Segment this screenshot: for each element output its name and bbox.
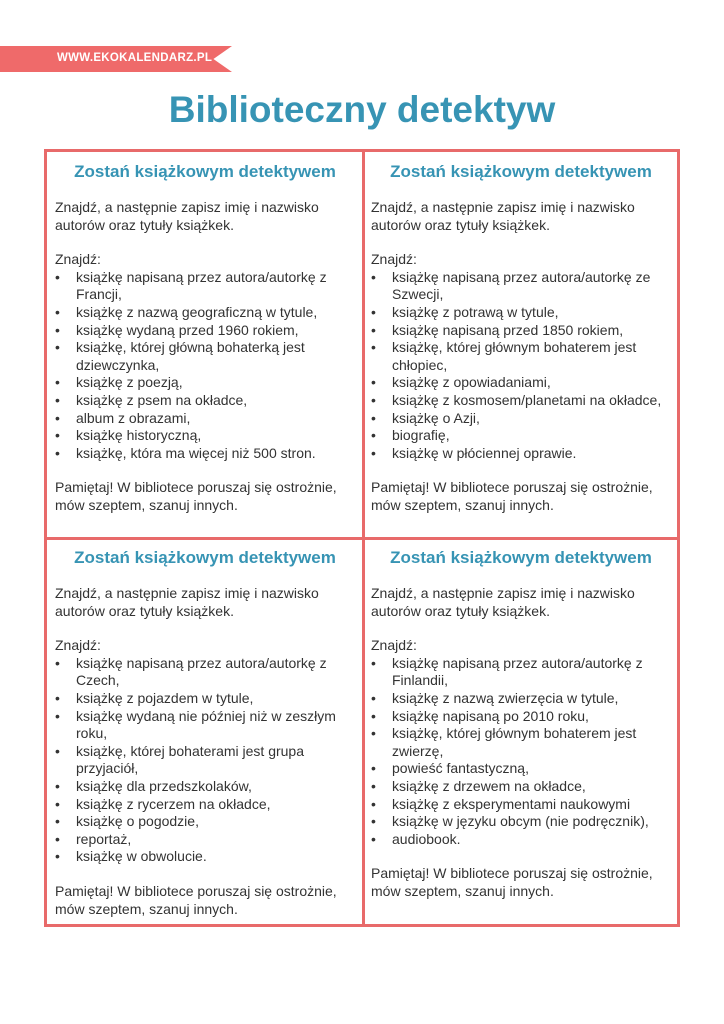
detective-card-4 <box>371 547 671 901</box>
list-item: • książkę z kosmosem/planetami na okładce, <box>371 391 662 408</box>
list-item: • książkę z rycerzem na okładce, <box>55 795 271 812</box>
detective-card-2 <box>371 161 671 515</box>
list-item: • książkę wydaną przed 1960 rokiem, <box>55 321 299 338</box>
list-item: • książkę napisaną po 2010 roku, <box>371 707 589 724</box>
list-item: • książkę dla przedszkolaków, <box>55 777 252 794</box>
list-item: • książkę, której główną bohaterką jest dziewczynka, <box>55 339 305 373</box>
list-item: • książkę napisaną przed 1850 rokiem, <box>371 321 624 338</box>
remember-note: Pamiętaj! W bibliotece poruszaj się ostrożnie, mów szeptem, szanuj innych. <box>371 479 653 513</box>
list-item: • książkę z poezją, <box>55 374 183 391</box>
list-item: • album z obrazami, <box>55 409 191 426</box>
find-list <box>371 655 671 849</box>
list-item: • książkę z eksperymentami naukowymi <box>371 795 631 812</box>
list-item: • książkę z psem na okładce, <box>55 391 248 408</box>
page-title: Biblioteczny detektyw <box>168 89 556 130</box>
list-item: • biografię, <box>371 427 450 444</box>
list-item: • książkę w płóciennej oprawie. <box>371 444 577 461</box>
find-list <box>55 655 355 866</box>
find-label: Znajdź: <box>55 251 101 268</box>
remember-note: Pamiętaj! W bibliotece poruszaj się ostrożnie, mów szeptem, szanuj innych. <box>371 865 653 899</box>
list-item: • książkę w języku obcym (nie podręcznik), <box>371 813 649 830</box>
remember-note: Pamiętaj! W bibliotece poruszaj się ostrożnie, mów szeptem, szanuj innych. <box>55 479 337 513</box>
list-item: • książkę, której głównym bohaterem jest zwierzę, <box>371 725 637 759</box>
list-item: • książkę z opowiadaniami, <box>371 374 551 391</box>
list-item: • powieść fantastyczną, <box>371 760 529 777</box>
list-item: • książkę o Azji, <box>371 409 480 426</box>
list-item: • książkę z pojazdem w tytule, <box>55 689 254 706</box>
list-item: • książkę napisaną przez autora/autorkę z Czech, <box>55 654 327 689</box>
card-heading: Zostań książkowym detektywem <box>390 548 652 567</box>
find-label: Znajdź: <box>371 637 417 654</box>
list-item: • książkę, która ma więcej niż 500 stron. <box>55 444 316 461</box>
detective-card-1 <box>55 161 355 515</box>
find-list <box>55 269 355 463</box>
list-item: • książkę napisaną przez autora/autorkę z Francji, <box>55 268 327 303</box>
list-item: • książkę z nazwą zwierzęcia w tytule, <box>371 689 619 706</box>
card-intro: Znajdź, a następnie zapisz imię i nazwisko autorów oraz tytuły książkek. <box>55 585 319 619</box>
list-item: • książkę z potrawą w tytule, <box>371 303 559 320</box>
card-intro: Znajdź, a następnie zapisz imię i nazwisko autorów oraz tytuły książkek. <box>371 199 635 233</box>
list-item: • książkę napisaną przez autora/autorkę ze Szwecji, <box>371 268 651 303</box>
find-list <box>371 269 671 463</box>
card-intro: Znajdź, a następnie zapisz imię i nazwisko autorów oraz tytuły książkek. <box>55 199 319 233</box>
list-item: • reportaż, <box>55 830 132 847</box>
card-heading: Zostań książkowym detektywem <box>390 162 652 181</box>
find-label: Znajdź: <box>371 251 417 268</box>
find-label: Znajdź: <box>55 637 101 654</box>
list-item: • książkę w obwolucie. <box>55 848 207 865</box>
list-item: • książkę z drzewem na okładce, <box>371 777 586 794</box>
list-item: • książkę z nazwą geograficzną w tytule, <box>55 303 318 320</box>
website-url: WWW.EKOKALENDARZ.PL <box>57 52 213 64</box>
list-item: • książkę, której bohaterami jest grupa przyjaciół, <box>55 742 304 777</box>
detective-card-3 <box>55 547 355 918</box>
list-item: • książkę, której głównym bohaterem jest chłopiec, <box>371 339 637 373</box>
remember-note: Pamiętaj! W bibliotece poruszaj się ostrożnie, mów szeptem, szanuj innych. <box>55 882 337 917</box>
card-heading: Zostań książkowym detektywem <box>74 548 336 567</box>
list-item: • książkę napisaną przez autora/autorkę z Finlandii, <box>371 654 643 689</box>
list-item: • książkę historyczną, <box>55 427 202 444</box>
list-item: • książkę wydaną nie później niż w zeszłym roku, <box>55 707 336 742</box>
list-item: • audiobook. <box>371 830 461 847</box>
grid-divider-horizontal <box>47 537 677 540</box>
card-heading: Zostań książkowym detektywem <box>74 162 336 181</box>
card-intro: Znajdź, a następnie zapisz imię i nazwisko autorów oraz tytuły książkek. <box>371 585 635 619</box>
list-item: • książkę o pogodzie, <box>55 813 199 830</box>
